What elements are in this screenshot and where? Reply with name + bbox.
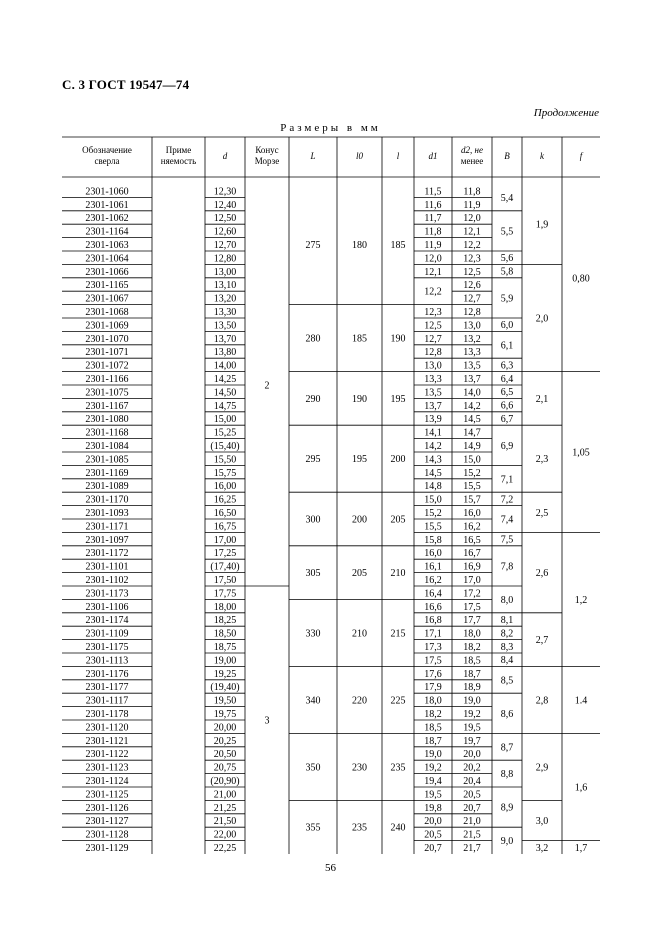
diameter-cell: 12,70 (213, 240, 237, 251)
diameter-cell: 17,50 (213, 575, 237, 586)
d2-cell: 12,7 (463, 293, 481, 305)
d2-cell: 18,0 (463, 628, 481, 640)
sizes-caption: Размеры в мм (280, 122, 381, 134)
diameter-cell: 12,40 (213, 199, 237, 211)
header-k: k (540, 151, 544, 161)
d1-cell: 14,8 (424, 481, 442, 493)
B-cell: 6,4 (500, 373, 514, 385)
diameter-cell: 16,25 (213, 494, 237, 506)
designation-cell: 2301-1085 (85, 454, 129, 466)
designation-cell: 2301-1173 (85, 588, 129, 600)
diameter-cell: 13,00 (213, 266, 237, 278)
d2-cell: 12,3 (463, 253, 481, 265)
diameter-cell: 12,80 (213, 253, 237, 265)
B-cell: 7,4 (500, 514, 514, 526)
diameter-cell: 15,75 (213, 467, 237, 479)
designation-cell: 2301-1127 (85, 816, 129, 828)
diameter-cell: 15,00 (213, 414, 237, 426)
d1-cell: 16,6 (424, 601, 442, 613)
header-f: f (579, 151, 583, 161)
diameter-cell: 13,80 (213, 347, 237, 359)
diameter-cell: 17,25 (213, 548, 237, 560)
designation-cell: 2301-1084 (85, 441, 129, 452)
designation-cell: 2301-1080 (85, 414, 129, 426)
diameter-cell: 20,75 (213, 762, 237, 774)
designation-cell: 2301-1071 (85, 347, 129, 359)
B-cell: 5,8 (500, 266, 514, 278)
diameter-cell: 12,50 (213, 213, 237, 225)
k-cell: 2,9 (535, 762, 549, 774)
d1-cell: 15,2 (424, 508, 442, 519)
B-cell: 6,3 (500, 360, 514, 372)
diameter-cell: 15,50 (213, 454, 237, 466)
designation-cell: 2301-1067 (85, 293, 129, 305)
designation-cell: 2301-1069 (85, 320, 129, 332)
diameter-cell: 12,30 (213, 186, 237, 198)
B-cell: 8,2 (500, 628, 514, 640)
d2-cell: 15,0 (463, 454, 481, 466)
d1-cell: 14,1 (424, 427, 442, 439)
length-cell: 305 (305, 568, 321, 580)
length-cell: 240 (390, 822, 406, 834)
designation-cell: 2301-1168 (85, 427, 129, 439)
d1-cell: 16,0 (424, 548, 442, 560)
length-cell: 210 (390, 568, 406, 580)
d2-cell: 16,7 (463, 548, 481, 560)
k-cell: 3,0 (535, 816, 549, 827)
header-application: Приме (165, 145, 192, 155)
header-d2: менее (460, 156, 484, 166)
diameter-cell: 21,00 (213, 789, 237, 801)
B-cell: 9,0 (500, 836, 514, 848)
designation-cell: 2301-1121 (85, 735, 129, 747)
designation-cell: 2301-1128 (85, 829, 129, 841)
d1-cell: 17,9 (424, 682, 442, 694)
d1-cell: 12,5 (424, 320, 442, 332)
d2-cell: 18,2 (463, 642, 481, 653)
k-cell: 2,6 (535, 568, 549, 580)
designation-cell: 2301-1164 (85, 226, 129, 238)
d2-cell: 12,6 (463, 280, 481, 292)
diameter-cell: 18,00 (213, 601, 237, 613)
d2-cell: 15,5 (463, 481, 481, 493)
length-cell: 225 (390, 695, 406, 707)
diameter-cell: 19,25 (213, 668, 237, 680)
length-cell: 195 (352, 454, 367, 466)
B-cell: 7,8 (500, 561, 514, 573)
diameter-cell: (20,90) (210, 776, 240, 787)
B-cell: 7,5 (500, 534, 514, 546)
d2-cell: 19,0 (463, 695, 481, 707)
d2-cell: 21,0 (463, 816, 481, 828)
d1-cell: 12,3 (424, 307, 442, 318)
d2-cell: 16,9 (463, 561, 481, 573)
page-title: С. 3 ГОСТ 19547—74 (62, 77, 190, 92)
designation-cell: 2301-1123 (85, 762, 129, 774)
d1-cell: 12,0 (424, 253, 442, 265)
d2-cell: 21,5 (463, 829, 481, 841)
d2-cell: 13,2 (463, 333, 481, 345)
designation-cell: 2301-1109 (85, 628, 129, 640)
designation-cell: 2301-1068 (85, 307, 129, 318)
B-cell: 6,0 (500, 320, 514, 332)
header-application: няемость (160, 156, 197, 166)
f-cell: 1,05 (572, 447, 590, 459)
diameter-cell: 22,25 (213, 843, 237, 854)
d2-cell: 15,2 (463, 467, 481, 479)
designation-cell: 2301-1122 (85, 749, 129, 761)
length-cell: 350 (305, 762, 321, 774)
d2-cell: 13,5 (463, 360, 481, 372)
designation-cell: 2301-1166 (85, 374, 129, 385)
d2-cell: 16,2 (463, 521, 481, 533)
d2-cell: 13,7 (463, 374, 481, 385)
diameter-cell: 18,25 (213, 615, 237, 627)
diameter-cell: 17,75 (213, 588, 237, 600)
length-cell: 180 (352, 239, 367, 251)
d2-cell: 20,4 (463, 776, 481, 787)
designation-cell: 2301-1063 (85, 240, 129, 251)
d2-cell: 18,5 (463, 655, 481, 667)
B-cell: 8,3 (500, 641, 514, 653)
d2-cell: 20,2 (463, 762, 481, 774)
length-cell: 185 (390, 239, 406, 251)
designation-cell: 2301-1064 (85, 253, 129, 265)
diameter-cell: 19,00 (213, 655, 237, 667)
d2-cell: 16,5 (463, 534, 481, 546)
designation-cell: 2301-1171 (85, 521, 129, 533)
designation-cell: 2301-1125 (85, 789, 129, 801)
diameter-cell: 14,25 (213, 374, 237, 385)
designation-cell: 2301-1075 (85, 387, 129, 399)
length-cell: 340 (305, 695, 321, 707)
d1-cell: 14,2 (424, 441, 442, 452)
d1-cell: 19,5 (424, 789, 442, 801)
B-cell: 8,7 (500, 742, 514, 754)
d2-cell: 17,2 (463, 588, 481, 600)
d1-cell: 16,8 (424, 615, 442, 627)
d2-cell: 17,5 (463, 601, 481, 613)
d1-cell: 17,5 (424, 655, 442, 667)
d2-cell: 12,1 (463, 226, 481, 238)
B-cell: 8,1 (500, 615, 514, 626)
d2-cell: 11,9 (463, 199, 481, 211)
d1-cell: 12,7 (424, 333, 442, 345)
designation-cell: 2301-1175 (85, 642, 129, 653)
d2-cell: 14,7 (463, 427, 481, 439)
designation-cell: 2301-1070 (85, 333, 129, 345)
d1-cell: 12,8 (424, 347, 442, 359)
diameter-cell: 16,50 (213, 508, 237, 519)
designation-cell: 2301-1178 (85, 709, 129, 720)
d2-cell: 18,9 (463, 682, 481, 694)
designation-cell: 2301-1172 (85, 548, 129, 560)
diameter-cell: 21,50 (213, 816, 237, 828)
d2-cell: 18,7 (463, 668, 481, 680)
morse-cell: 2 (264, 380, 270, 392)
length-cell: 235 (390, 762, 406, 774)
diameter-cell: 18,50 (213, 628, 237, 640)
d1-cell: 19,0 (424, 749, 442, 761)
designation-cell: 2301-1072 (85, 360, 129, 372)
designation-cell: 2301-1066 (85, 266, 129, 278)
length-cell: 195 (390, 393, 406, 405)
B-cell: 5,5 (500, 226, 514, 238)
header-B: B (504, 151, 510, 161)
k-cell: 2,1 (535, 393, 549, 405)
d1-cell: 13,3 (424, 374, 442, 385)
d1-cell: 16,1 (424, 561, 442, 573)
d2-cell: 21,7 (463, 843, 481, 854)
f-cell: 1,6 (574, 782, 588, 794)
header-designation: Обозначение (82, 145, 132, 155)
diameter-cell: 19,50 (213, 695, 237, 707)
designation-cell: 2301-1101 (85, 561, 129, 573)
length-cell: 200 (352, 514, 367, 526)
d2-cell: 15,7 (463, 494, 481, 506)
diameter-cell: 20,00 (213, 722, 237, 734)
d2-cell: 19,7 (463, 735, 481, 747)
designation-cell: 2301-1089 (85, 481, 129, 493)
header-designation: сверла (94, 156, 120, 166)
length-cell: 215 (390, 628, 406, 640)
d2-cell: 14,0 (463, 387, 481, 399)
d2-cell: 16,0 (463, 508, 481, 519)
morse-cell: 3 (264, 715, 270, 727)
d2-cell: 20,0 (463, 749, 481, 761)
d1-cell: 14,3 (424, 454, 442, 466)
header-morse: Конус (255, 145, 279, 155)
d1-cell: 17,6 (424, 668, 442, 680)
header-morse: Морзе (254, 156, 280, 166)
k-cell: 1,9 (535, 219, 549, 231)
length-cell: 205 (390, 514, 406, 526)
continuation-label: Продолжение (533, 107, 599, 119)
d2-cell: 14,9 (463, 441, 481, 452)
B-cell: 8,6 (500, 708, 514, 720)
k-cell: 2,5 (535, 507, 549, 519)
d1-cell: 17,3 (424, 642, 442, 653)
diameter-cell: 13,20 (213, 293, 237, 305)
header-d1: d1 (428, 151, 438, 161)
length-cell: 190 (390, 333, 406, 345)
diameter-cell: 19,75 (213, 709, 237, 720)
d2-cell: 19,2 (463, 709, 481, 720)
d1-cell: 20,0 (424, 816, 442, 828)
length-cell: 210 (352, 628, 367, 640)
diameter-cell: 14,00 (213, 360, 237, 372)
header-l0: l0 (355, 151, 364, 161)
f-cell: 1,7 (574, 842, 588, 854)
designation-cell: 2301-1177 (85, 682, 129, 694)
diameter-cell: 13,70 (213, 333, 237, 345)
d1-cell: 13,0 (424, 360, 442, 372)
d2-cell: 12,0 (463, 213, 481, 225)
d1-cell: 13,7 (424, 400, 442, 412)
B-cell: 5,9 (500, 293, 514, 305)
d2-cell: 12,5 (463, 266, 481, 278)
k-cell: 2,3 (535, 454, 549, 466)
designation-cell: 2301-1093 (85, 508, 129, 519)
d1-cell: 13,5 (424, 387, 442, 399)
designation-cell: 2301-1165 (85, 280, 129, 292)
d1-cell: 15,0 (424, 494, 442, 506)
B-cell: 8,5 (500, 675, 514, 687)
d1-cell: 16,2 (424, 575, 442, 586)
d1-cell: 18,7 (424, 735, 442, 747)
d2-cell: 13,0 (463, 320, 481, 332)
diameter-cell: 22,00 (213, 829, 237, 841)
designation-cell: 2301-1120 (85, 722, 129, 734)
length-cell: 300 (305, 514, 321, 526)
diameter-cell: (17,40) (210, 561, 240, 573)
d2-cell: 12,8 (463, 307, 481, 318)
diameter-cell: 18,75 (213, 642, 237, 653)
diameter-cell: 16,00 (213, 481, 237, 493)
diameter-cell: (15,40) (210, 441, 240, 452)
B-cell: 8,0 (500, 594, 514, 606)
d1-cell: 18,0 (424, 695, 442, 707)
d1-cell: 15,5 (424, 521, 442, 533)
k-cell: 2,0 (535, 313, 549, 325)
d1-cell: 20,7 (424, 843, 442, 854)
B-cell: 5,4 (500, 192, 514, 204)
B-cell: 6,5 (500, 387, 514, 399)
diameter-cell: 20,25 (213, 735, 237, 747)
d1-cell: 19,8 (424, 802, 442, 814)
designation-cell: 2301-1167 (85, 400, 129, 412)
header-d2: d2, не (461, 145, 483, 155)
f-cell: 1,2 (574, 594, 588, 606)
diameter-cell: 14,75 (213, 400, 237, 412)
diameter-cell: 21,25 (213, 802, 237, 814)
length-cell: 235 (352, 822, 367, 834)
d1-cell: 11,8 (424, 226, 442, 238)
d1-cell: 15,8 (424, 534, 442, 546)
diameter-cell: 16,75 (213, 521, 237, 533)
length-cell: 295 (305, 454, 321, 466)
page-number: 56 (325, 862, 336, 874)
length-cell: 200 (390, 454, 406, 466)
diameter-cell: 13,10 (213, 280, 237, 292)
designation-cell: 2301-1097 (85, 534, 129, 546)
d2-cell: 20,7 (463, 802, 481, 814)
diameter-cell: 20,50 (213, 749, 237, 761)
designation-cell: 2301-1169 (85, 467, 129, 479)
designation-cell: 2301-1176 (85, 668, 129, 680)
d1-cell: 16,4 (424, 588, 442, 600)
diameter-cell: 12,60 (213, 226, 237, 238)
designation-cell: 2301-1124 (85, 776, 129, 787)
B-cell: 8,4 (500, 655, 514, 667)
designation-cell: 2301-1170 (85, 494, 129, 506)
B-cell: 8,9 (500, 802, 514, 814)
B-cell: 6,6 (500, 400, 514, 412)
f-cell: 1.4 (574, 695, 588, 707)
d2-cell: 14,2 (463, 400, 481, 412)
d2-cell: 11,8 (463, 186, 481, 198)
length-cell: 280 (305, 333, 321, 345)
d1-cell: 11,6 (424, 199, 442, 211)
designation-cell: 2301-1174 (85, 615, 129, 627)
diameter-cell: 17,00 (213, 534, 237, 546)
B-cell: 6,1 (500, 340, 514, 352)
k-cell: 2,7 (535, 635, 549, 647)
B-cell: 7,2 (500, 494, 514, 506)
d2-cell: 17,7 (463, 615, 481, 627)
length-cell: 190 (352, 393, 367, 405)
d1-cell: 14,5 (424, 467, 442, 479)
diameter-cell: 13,30 (213, 307, 237, 318)
d2-cell: 19,5 (463, 722, 481, 734)
designation-cell: 2301-1106 (85, 601, 129, 613)
d2-cell: 14,5 (463, 414, 481, 426)
B-cell: 6,7 (500, 414, 514, 425)
length-cell: 355 (305, 822, 321, 834)
designation-cell: 2301-1117 (85, 695, 129, 707)
diameter-cell: 14,50 (213, 387, 237, 399)
length-cell: 205 (352, 568, 367, 580)
k-cell: 2,8 (535, 695, 549, 707)
B-cell: 7,1 (500, 474, 514, 486)
designation-cell: 2301-1102 (85, 575, 129, 586)
designation-cell: 2301-1126 (85, 802, 129, 814)
d1-cell: 18,5 (424, 722, 442, 734)
diameter-cell: 15,25 (213, 427, 237, 439)
d1-cell: 18,2 (424, 709, 442, 720)
header-d: d (222, 151, 228, 161)
d1-cell: 19,4 (424, 776, 442, 787)
d1-cell: 20,5 (424, 829, 442, 841)
length-cell: 290 (305, 393, 321, 405)
d2-cell: 12,2 (463, 240, 481, 251)
d2-cell: 17,0 (463, 575, 481, 586)
length-cell: 230 (352, 762, 367, 774)
d2-cell: 20,5 (463, 789, 481, 801)
d1-cell: 11,9 (424, 240, 442, 251)
header-L: L (310, 151, 316, 161)
length-cell: 220 (352, 695, 367, 707)
length-cell: 185 (352, 333, 367, 345)
B-cell: 5,6 (500, 253, 514, 265)
diameter-cell: 13,50 (213, 320, 237, 332)
B-cell: 6,9 (500, 440, 514, 452)
designation-cell: 2301-1113 (85, 655, 129, 667)
d1-cell: 12,1 (424, 266, 442, 278)
d1-merged-cell: 12,2 (424, 286, 442, 298)
designation-cell: 2301-1061 (85, 199, 129, 211)
length-cell: 275 (305, 239, 321, 251)
diameter-cell: (19,40) (210, 682, 240, 694)
d1-cell: 19,2 (424, 762, 442, 774)
k-cell: 3,2 (535, 842, 549, 854)
d2-cell: 13,3 (463, 347, 481, 359)
designation-cell: 2301-1060 (85, 186, 129, 198)
f-cell: 0,80 (572, 273, 590, 285)
d1-cell: 17,1 (424, 628, 442, 640)
B-cell: 8,8 (500, 769, 514, 781)
designation-cell: 2301-1129 (85, 843, 129, 854)
designation-cell: 2301-1062 (85, 213, 129, 225)
header-l: l (396, 151, 400, 161)
d1-cell: 13,9 (424, 414, 442, 426)
d1-cell: 11,7 (424, 213, 442, 225)
d1-cell: 11,5 (424, 186, 442, 198)
length-cell: 330 (305, 628, 321, 640)
